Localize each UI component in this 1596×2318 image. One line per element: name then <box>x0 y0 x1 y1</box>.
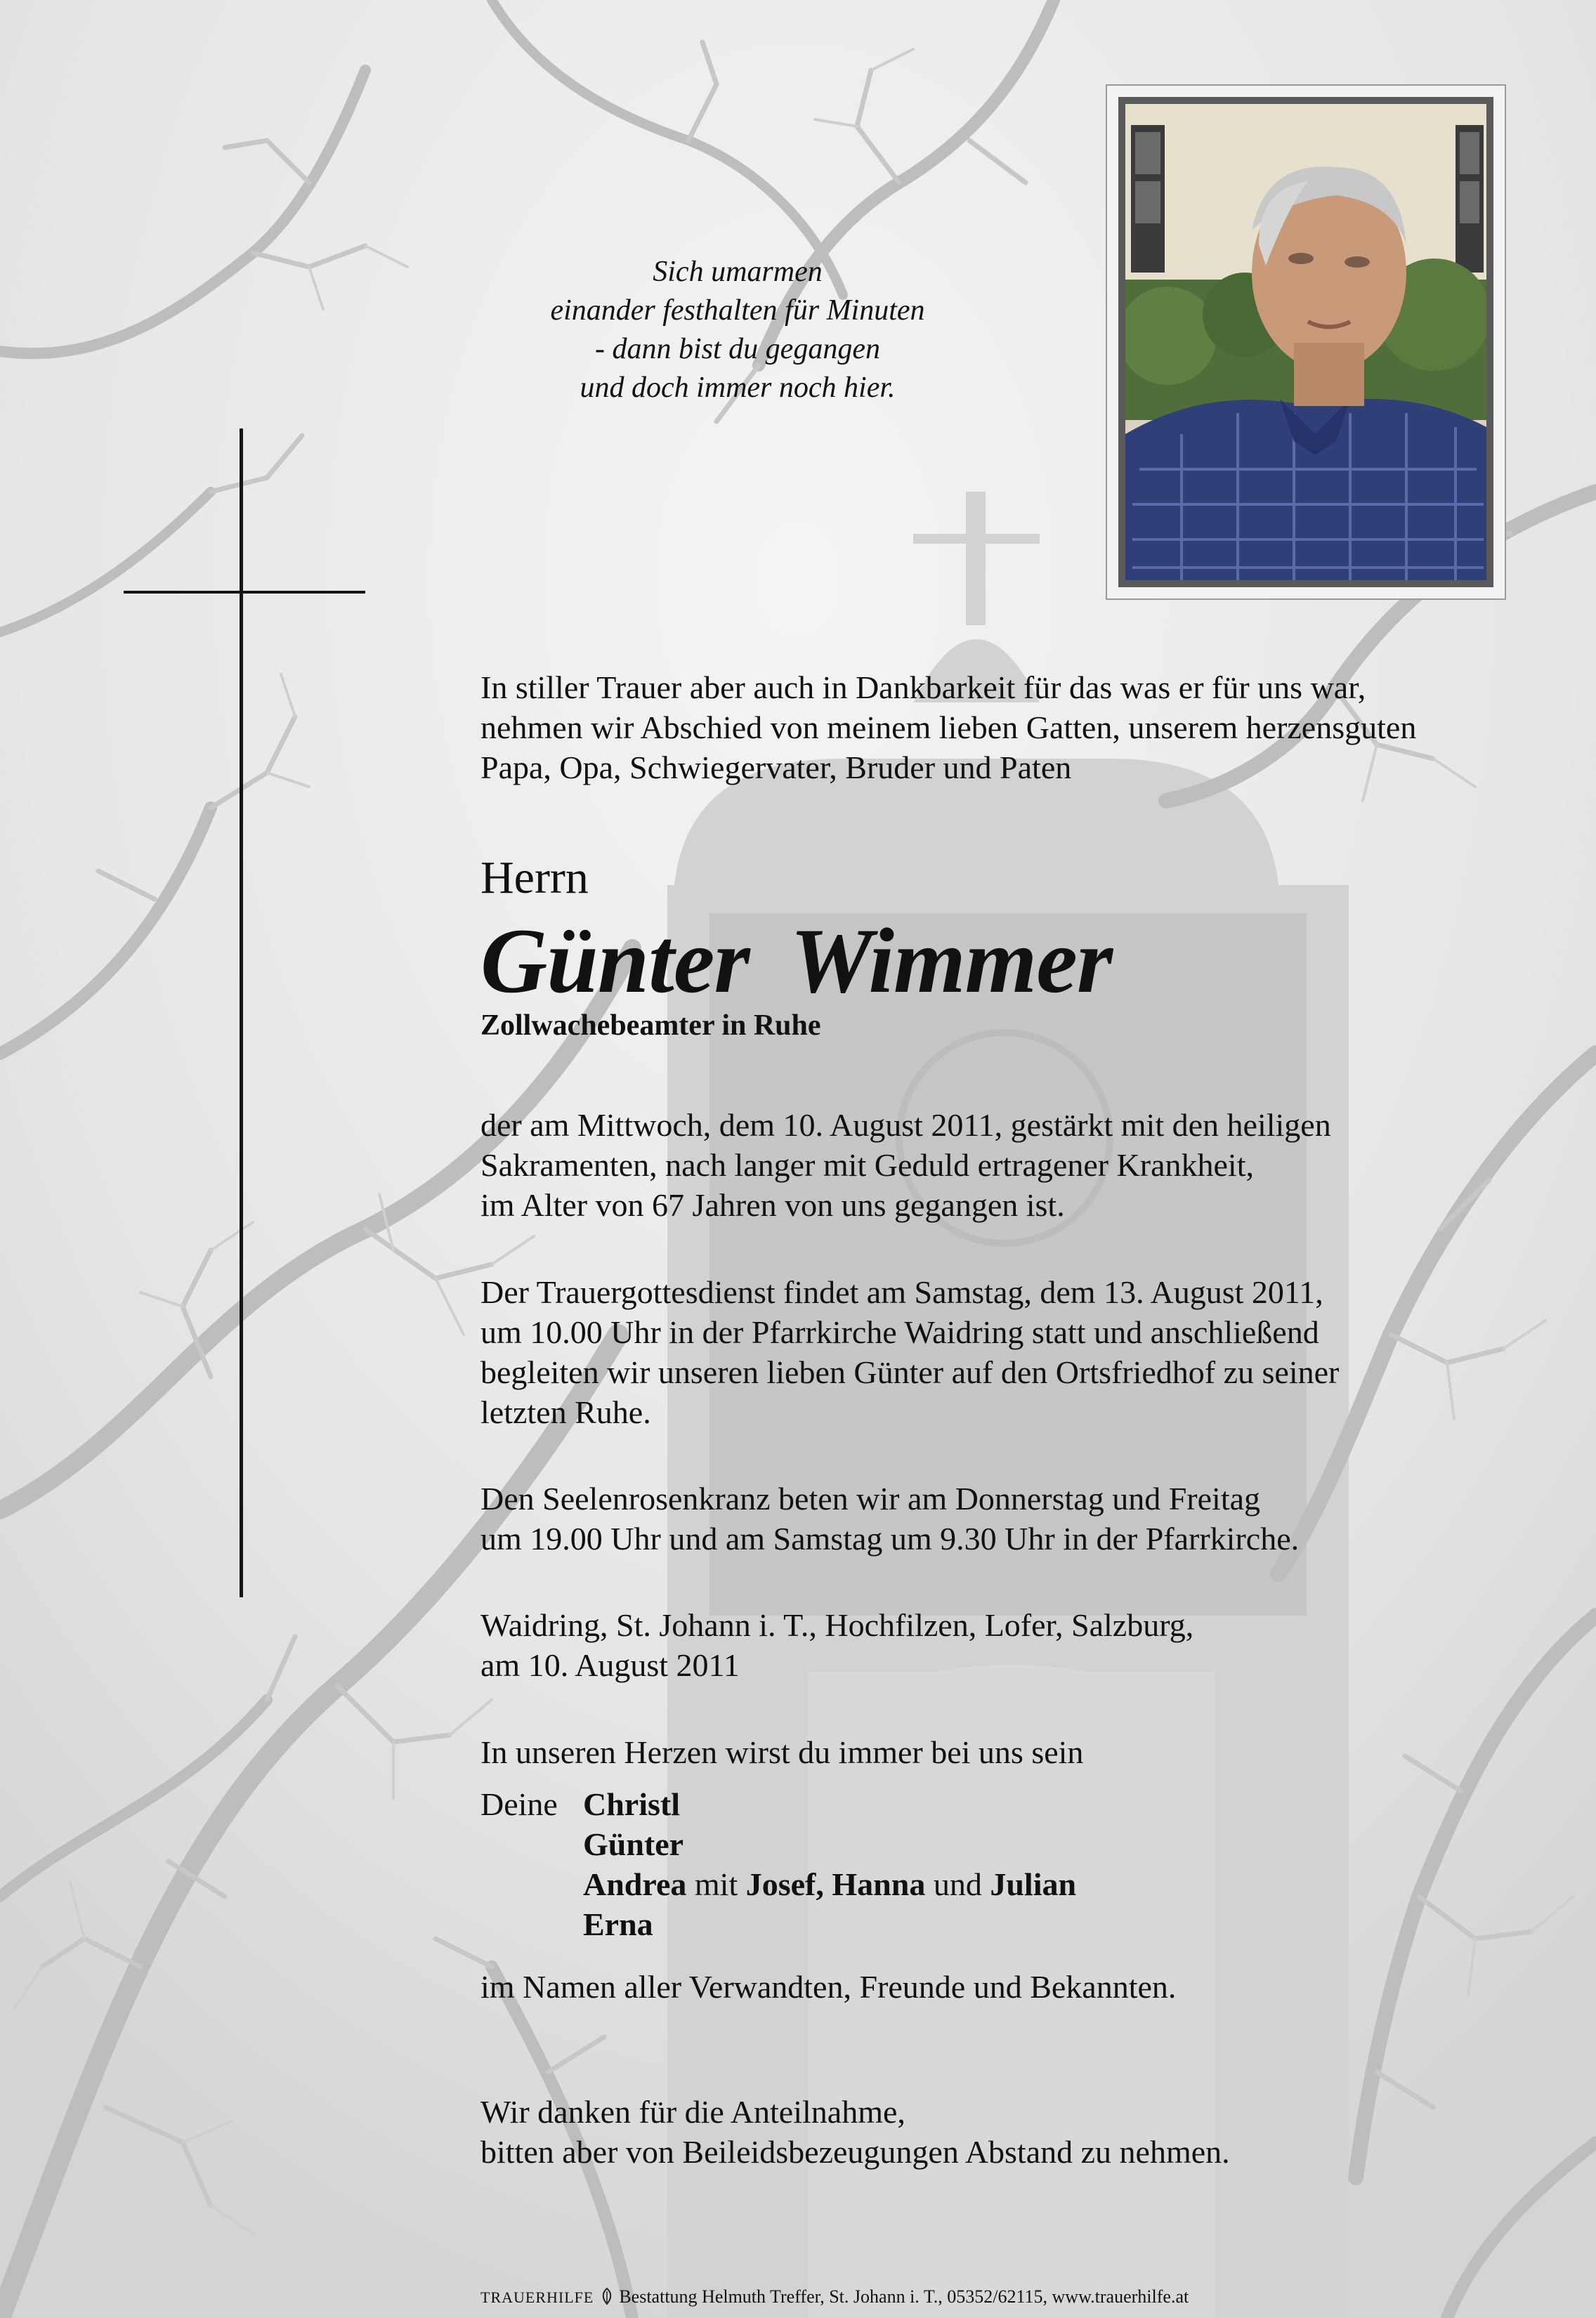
cross-vertical-bar <box>240 428 243 1597</box>
death-notice <box>480 1105 1331 1225</box>
intro-text <box>480 667 1416 787</box>
family-name: Günter <box>583 1826 684 1862</box>
thanks-text <box>480 2092 1230 2172</box>
date-line: am 10. August 2011 <box>480 1647 740 1683</box>
poem-line: und doch immer noch hier. <box>580 372 896 404</box>
intro-line: Papa, Opa, Schwiegervater, Bruder und Paten <box>480 749 1072 785</box>
family-name: Josef, Hanna <box>745 1866 926 1902</box>
place-line: Waidring, St. Johann i. T., Hochfilzen, Lofer, Salzburg, <box>480 1607 1194 1643</box>
portrait-photo-frame <box>1106 84 1506 600</box>
place-date <box>480 1605 1193 1685</box>
footer-brand: TRAUERHILFE <box>480 2288 594 2306</box>
first-name: Günter <box>480 909 750 1012</box>
family-name: Erna <box>583 1906 653 1942</box>
funeral-service-line: um 10.00 Uhr in der Pfarrkirche Waidring statt und anschließend <box>480 1314 1319 1350</box>
intro-line: In stiller Trauer aber auch in Dankbarkeit für das was er für uns war, <box>480 669 1366 705</box>
connector-mit: mit <box>686 1866 746 1902</box>
portrait-photo <box>1118 97 1493 587</box>
intro-line: nehmen wir Abschied von meinem lieben Gatten, unserem herzensguten <box>480 709 1417 745</box>
deceased-name <box>480 909 1113 1012</box>
death-notice-line: der am Mittwoch, dem 10. August 2011, gestärkt mit den heiligen <box>480 1107 1331 1143</box>
poem <box>421 253 1054 407</box>
family-names <box>583 1784 1076 1944</box>
leaf-icon <box>599 2287 615 2305</box>
family-name: Andrea <box>583 1866 687 1902</box>
family-name: Christl <box>583 1786 680 1822</box>
footer <box>480 2285 1189 2310</box>
last-name: Wimmer <box>790 909 1113 1012</box>
rosary-notice <box>480 1479 1299 1559</box>
poem-line: - dann bist du gegangen <box>595 333 880 365</box>
death-notice-line: im Alter von 67 Jahren von uns gegangen ist. <box>480 1187 1065 1223</box>
footer-text: Bestattung Helmuth Treffer, St. Johann i. T., 05352/62115, www.trauerhilfe.at <box>619 2286 1189 2307</box>
poem-line: einander festhalten für Minuten <box>550 294 925 327</box>
rosary-line: Den Seelenrosenkranz beten wir am Donnerstag und Freitag <box>480 1481 1261 1517</box>
funeral-service-line: letzten Ruhe. <box>480 1394 651 1430</box>
deine-label: Deine <box>480 1786 558 1822</box>
funeral-service-line: begleiten wir unseren lieben Günter auf den Ortsfriedhof zu seiner <box>480 1354 1340 1390</box>
thanks-line: bitten aber von Beileidsbezeugungen Abstand zu nehmen. <box>480 2134 1230 2170</box>
funeral-service-line: Der Trauergottesdienst findet am Samstag, dem 13. August 2011, <box>480 1274 1323 1310</box>
hearts-line: In unseren Herzen wirst du immer bei uns sein <box>480 1734 1084 1770</box>
relatives-line: im Namen aller Verwandten, Freunde und Bekannten. <box>480 1969 1177 2005</box>
salutation: Herrn <box>480 852 589 903</box>
occupation: Zollwachebeamter in Ruhe <box>480 1009 821 1042</box>
portrait-illustration <box>1125 104 1486 580</box>
connector-und: und <box>925 1866 990 1902</box>
cross-horizontal-bar <box>124 591 365 594</box>
family-name: Julian <box>990 1866 1077 1902</box>
poem-line: Sich umarmen <box>653 256 823 288</box>
death-notice-line: Sakramenten, nach langer mit Geduld ertragener Krankheit, <box>480 1147 1254 1183</box>
funeral-service <box>480 1272 1339 1432</box>
rosary-line: um 19.00 Uhr und am Samstag um 9.30 Uhr in der Pfarrkirche. <box>480 1521 1300 1557</box>
thanks-line: Wir danken für die Anteilnahme, <box>480 2094 905 2130</box>
